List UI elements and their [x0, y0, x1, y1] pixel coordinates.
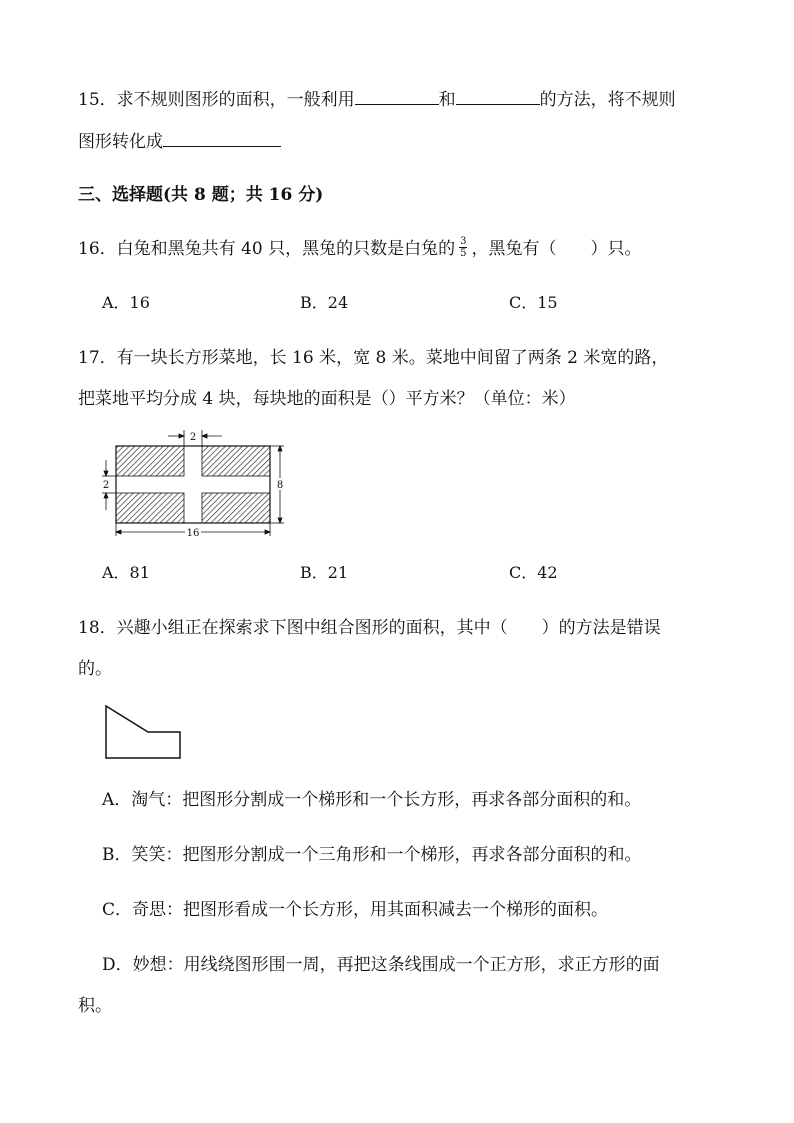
q17-line1: 17．有一块长方形菜地，长 16 米，宽 8 米。菜地中间留了两条 2 米宽的路，: [78, 348, 669, 368]
q16-fraction-numerator: 3: [460, 236, 467, 247]
q18-option-d[interactable]: D．妙想：用线绕图形围一周，再把这条线围成一个正方形，求正方形的面: [102, 955, 660, 975]
label-left: 2: [102, 480, 110, 491]
q15-blank-3[interactable]: [163, 128, 281, 147]
q17-option-a[interactable]: A．81: [102, 563, 150, 582]
q16-text-b: ，黑兔有（ ）只。: [471, 239, 642, 259]
q18-option-c[interactable]: C．奇思：把图形看成一个长方形，用其面积减去一个梯形的面积。: [102, 900, 609, 920]
q16-option-b[interactable]: B．24: [300, 293, 349, 312]
q15-text-d: 图形转化成: [78, 132, 163, 152]
q17-line2: 把菜地平均分成 4 块，每块地的面积是（）平方米？（单位：米）: [78, 389, 576, 409]
q15-blank-2[interactable]: [456, 86, 540, 105]
q16-text-a: 16．白兔和黑兔共有 40 只，黑兔的只数是白兔的: [78, 239, 456, 259]
q18-line2: 的。: [78, 659, 112, 679]
q18-line1: 18．兴趣小组正在探索求下图中组合图形的面积，其中（ ）的方法是错误: [78, 618, 661, 638]
q18-option-b[interactable]: B．笑笑：把图形分割成一个三角形和一个梯形，再求各部分面积的和。: [102, 845, 642, 865]
q16-option-a[interactable]: A．16: [102, 293, 150, 312]
label-top: 2: [189, 432, 197, 443]
q17-field-diagram: [98, 426, 294, 542]
q15-line2: [78, 128, 281, 154]
q15-blank-1[interactable]: [355, 86, 439, 105]
q15-text-c: 的方法，将不规则: [539, 90, 676, 110]
q16-option-c[interactable]: C．15: [509, 293, 558, 312]
plot-bottom-left: [116, 493, 184, 523]
q15-text-b: 和: [438, 90, 456, 110]
section-heading: 三、选择题(共 8 题；共 16 分): [78, 185, 324, 205]
plot-bottom-right: [202, 493, 270, 523]
q15-line1: [78, 86, 676, 112]
q18-composite-shape: [100, 700, 186, 766]
q15-text-a: 15．求不规则图形的面积，一般利用: [78, 90, 355, 110]
q18-option-d-continued: 积。: [78, 996, 112, 1016]
label-bottom: 16: [186, 528, 200, 539]
label-right: 8: [276, 480, 284, 491]
q17-option-b[interactable]: B．21: [300, 563, 349, 582]
q16-fraction-denominator: 5: [460, 248, 467, 259]
q16-fraction: [459, 236, 467, 259]
plot-top-right: [202, 446, 270, 476]
plot-top-left: [116, 446, 184, 476]
q18-option-a[interactable]: A．淘气：把图形分割成一个梯形和一个长方形，再求各部分面积的和。: [102, 790, 642, 810]
q16-stem: [78, 237, 641, 261]
composite-shape-outline: [106, 706, 180, 758]
q17-option-c[interactable]: C．42: [509, 563, 558, 582]
